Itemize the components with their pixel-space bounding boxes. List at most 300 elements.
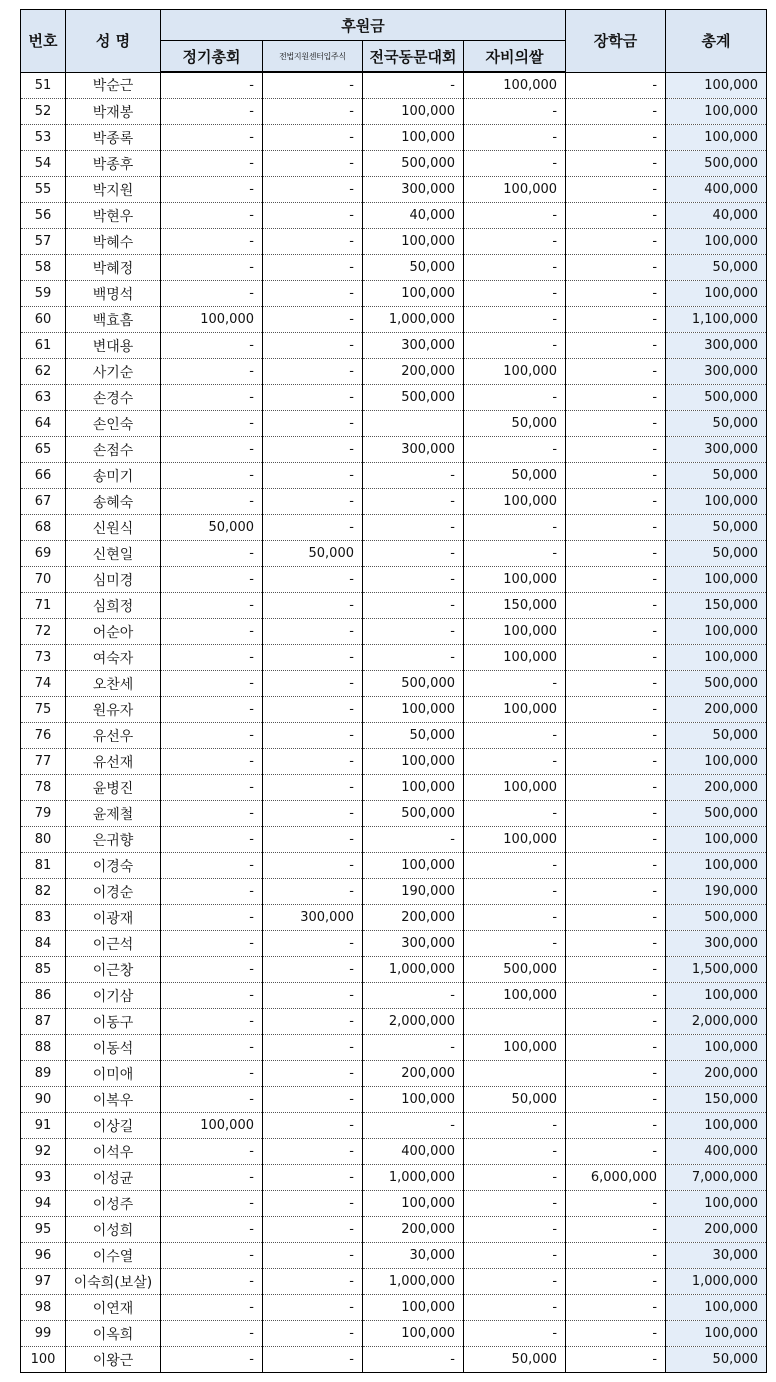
cell-name: 박혜수 — [66, 229, 161, 255]
cell-total: 1,000,000 — [666, 1269, 767, 1295]
cell-dharma-center-opening: - — [263, 879, 363, 905]
table-row — [21, 879, 767, 905]
cell-dharma-center-opening: - — [263, 489, 363, 515]
cell-general-meeting: - — [161, 931, 263, 957]
cell-no: 92 — [21, 1139, 66, 1165]
cell-national-alumni-meeting: 100,000 — [363, 1191, 464, 1217]
cell-total: 150,000 — [666, 593, 767, 619]
cell-scholarship: - — [566, 1139, 666, 1165]
cell-total: 7,000,000 — [666, 1165, 767, 1191]
cell-scholarship: - — [566, 177, 666, 203]
cell-no: 81 — [21, 853, 66, 879]
cell-dharma-center-opening: - — [263, 203, 363, 229]
cell-name: 이상길 — [66, 1113, 161, 1139]
cell-dharma-center-opening: - — [263, 1165, 363, 1191]
cell-scholarship: - — [566, 879, 666, 905]
cell-name: 이왕근 — [66, 1347, 161, 1373]
cell-general-meeting: - — [161, 1217, 263, 1243]
cell-national-alumni-meeting: 1,000,000 — [363, 957, 464, 983]
cell-total: 400,000 — [666, 1139, 767, 1165]
cell-national-alumni-meeting: 100,000 — [363, 749, 464, 775]
cell-national-alumni-meeting: 100,000 — [363, 775, 464, 801]
cell-dharma-center-opening: - — [263, 1321, 363, 1347]
cell-general-meeting: - — [161, 775, 263, 801]
cell-scholarship: - — [566, 541, 666, 567]
cell-scholarship: - — [566, 619, 666, 645]
header-total: 총계 — [666, 10, 767, 73]
cell-total: 50,000 — [666, 541, 767, 567]
cell-mercy-rice: 100,000 — [464, 72, 566, 99]
cell-mercy-rice: 50,000 — [464, 1087, 566, 1113]
cell-scholarship: - — [566, 697, 666, 723]
cell-total: 400,000 — [666, 177, 767, 203]
cell-no: 82 — [21, 879, 66, 905]
cell-general-meeting: - — [161, 1243, 263, 1269]
cell-national-alumni-meeting: - — [363, 1347, 464, 1373]
cell-total: 500,000 — [666, 671, 767, 697]
cell-no: 68 — [21, 515, 66, 541]
cell-general-meeting: - — [161, 1191, 263, 1217]
cell-total: 30,000 — [666, 1243, 767, 1269]
cell-name: 손경수 — [66, 385, 161, 411]
cell-national-alumni-meeting: 200,000 — [363, 1217, 464, 1243]
header-sponsorship-group: 후원금 — [161, 10, 566, 41]
cell-name: 박지원 — [66, 177, 161, 203]
cell-mercy-rice: - — [464, 229, 566, 255]
cell-name: 손점수 — [66, 437, 161, 463]
cell-general-meeting: - — [161, 489, 263, 515]
cell-name: 박현우 — [66, 203, 161, 229]
table-row — [21, 1009, 767, 1035]
table-row — [21, 853, 767, 879]
cell-mercy-rice: 50,000 — [464, 463, 566, 489]
cell-general-meeting: - — [161, 593, 263, 619]
cell-name: 사기순 — [66, 359, 161, 385]
header-mercy-rice: 자비의쌀 — [464, 41, 566, 73]
cell-national-alumni-meeting: 100,000 — [363, 281, 464, 307]
cell-mercy-rice: 100,000 — [464, 697, 566, 723]
cell-general-meeting: - — [161, 1035, 263, 1061]
cell-dharma-center-opening: - — [263, 72, 363, 99]
cell-scholarship: - — [566, 229, 666, 255]
cell-no: 67 — [21, 489, 66, 515]
cell-name: 이성주 — [66, 1191, 161, 1217]
table-row — [21, 1139, 767, 1165]
cell-scholarship: - — [566, 1061, 666, 1087]
table-row — [21, 1035, 767, 1061]
cell-general-meeting: - — [161, 359, 263, 385]
cell-scholarship: - — [566, 1217, 666, 1243]
cell-scholarship: - — [566, 385, 666, 411]
cell-mercy-rice: - — [464, 879, 566, 905]
cell-national-alumni-meeting: 50,000 — [363, 255, 464, 281]
cell-name: 백명석 — [66, 281, 161, 307]
cell-scholarship: - — [566, 359, 666, 385]
cell-scholarship: - — [566, 307, 666, 333]
cell-national-alumni-meeting: - — [363, 567, 464, 593]
cell-general-meeting: - — [161, 229, 263, 255]
cell-dharma-center-opening: - — [263, 1113, 363, 1139]
cell-name: 윤제철 — [66, 801, 161, 827]
cell-national-alumni-meeting: 100,000 — [363, 229, 464, 255]
cell-national-alumni-meeting: - — [363, 541, 464, 567]
cell-general-meeting: - — [161, 749, 263, 775]
cell-general-meeting: - — [161, 203, 263, 229]
cell-scholarship: - — [566, 99, 666, 125]
cell-no: 60 — [21, 307, 66, 333]
cell-mercy-rice: - — [464, 671, 566, 697]
header-no: 번호 — [21, 10, 66, 73]
cell-total: 500,000 — [666, 385, 767, 411]
cell-scholarship: - — [566, 72, 666, 99]
cell-national-alumni-meeting — [363, 411, 464, 437]
cell-general-meeting: - — [161, 671, 263, 697]
cell-total: 100,000 — [666, 99, 767, 125]
cell-general-meeting: - — [161, 1321, 263, 1347]
table-row — [21, 359, 767, 385]
cell-no: 86 — [21, 983, 66, 1009]
cell-general-meeting: - — [161, 801, 263, 827]
cell-mercy-rice: - — [464, 1295, 566, 1321]
cell-scholarship: - — [566, 281, 666, 307]
cell-national-alumni-meeting: 100,000 — [363, 99, 464, 125]
cell-dharma-center-opening: - — [263, 931, 363, 957]
cell-mercy-rice: 100,000 — [464, 619, 566, 645]
cell-dharma-center-opening: - — [263, 723, 363, 749]
cell-total: 100,000 — [666, 1295, 767, 1321]
cell-scholarship: - — [566, 801, 666, 827]
cell-dharma-center-opening: - — [263, 255, 363, 281]
cell-name: 윤병진 — [66, 775, 161, 801]
cell-no: 80 — [21, 827, 66, 853]
table-row — [21, 72, 767, 99]
table-row — [21, 1061, 767, 1087]
cell-no: 85 — [21, 957, 66, 983]
cell-general-meeting: - — [161, 99, 263, 125]
cell-national-alumni-meeting: 300,000 — [363, 177, 464, 203]
table-row — [21, 203, 767, 229]
cell-total: 500,000 — [666, 905, 767, 931]
cell-scholarship: - — [566, 827, 666, 853]
cell-dharma-center-opening: - — [263, 1217, 363, 1243]
cell-total: 100,000 — [666, 229, 767, 255]
header-dharma-center-opening: 전법지원센터입주식 — [263, 41, 363, 73]
cell-total: 100,000 — [666, 1191, 767, 1217]
header-national-alumni-meeting: 전국동문대회 — [363, 41, 464, 73]
cell-national-alumni-meeting: 1,000,000 — [363, 1165, 464, 1191]
cell-general-meeting: 50,000 — [161, 515, 263, 541]
cell-mercy-rice: 100,000 — [464, 827, 566, 853]
cell-dharma-center-opening: - — [263, 957, 363, 983]
cell-dharma-center-opening: - — [263, 593, 363, 619]
cell-dharma-center-opening: - — [263, 1035, 363, 1061]
cell-total: 50,000 — [666, 463, 767, 489]
cell-name: 이광재 — [66, 905, 161, 931]
cell-name: 이미애 — [66, 1061, 161, 1087]
cell-national-alumni-meeting: - — [363, 619, 464, 645]
cell-dharma-center-opening: - — [263, 151, 363, 177]
cell-no: 56 — [21, 203, 66, 229]
cell-name: 송혜숙 — [66, 489, 161, 515]
cell-dharma-center-opening: - — [263, 853, 363, 879]
cell-name: 손인숙 — [66, 411, 161, 437]
cell-mercy-rice: - — [464, 1165, 566, 1191]
cell-dharma-center-opening: - — [263, 983, 363, 1009]
cell-general-meeting: - — [161, 983, 263, 1009]
cell-no: 77 — [21, 749, 66, 775]
cell-name: 송미기 — [66, 463, 161, 489]
table-row — [21, 333, 767, 359]
cell-name: 유선우 — [66, 723, 161, 749]
cell-total: 100,000 — [666, 853, 767, 879]
cell-general-meeting: - — [161, 385, 263, 411]
table-row — [21, 281, 767, 307]
cell-mercy-rice: - — [464, 801, 566, 827]
cell-scholarship: - — [566, 749, 666, 775]
cell-scholarship: - — [566, 1035, 666, 1061]
cell-mercy-rice: - — [464, 281, 566, 307]
table-row — [21, 1165, 767, 1191]
cell-scholarship: - — [566, 125, 666, 151]
table-row — [21, 775, 767, 801]
cell-total: 100,000 — [666, 1321, 767, 1347]
cell-mercy-rice: - — [464, 1113, 566, 1139]
header-name: 성 명 — [66, 10, 161, 73]
cell-mercy-rice: 100,000 — [464, 567, 566, 593]
cell-name: 여숙자 — [66, 645, 161, 671]
cell-national-alumni-meeting: - — [363, 515, 464, 541]
cell-dharma-center-opening: - — [263, 645, 363, 671]
table-row — [21, 515, 767, 541]
cell-dharma-center-opening: - — [263, 801, 363, 827]
cell-general-meeting: - — [161, 619, 263, 645]
cell-national-alumni-meeting: - — [363, 463, 464, 489]
table-row — [21, 307, 767, 333]
cell-mercy-rice: - — [464, 515, 566, 541]
cell-total: 100,000 — [666, 619, 767, 645]
cell-no: 54 — [21, 151, 66, 177]
cell-total: 200,000 — [666, 1061, 767, 1087]
cell-general-meeting: - — [161, 281, 263, 307]
cell-no: 88 — [21, 1035, 66, 1061]
cell-dharma-center-opening: - — [263, 411, 363, 437]
cell-general-meeting: - — [161, 853, 263, 879]
cell-no: 79 — [21, 801, 66, 827]
cell-no: 73 — [21, 645, 66, 671]
cell-general-meeting: - — [161, 1087, 263, 1113]
cell-general-meeting: - — [161, 1295, 263, 1321]
cell-mercy-rice: - — [464, 1217, 566, 1243]
cell-mercy-rice: - — [464, 905, 566, 931]
table-row — [21, 1113, 767, 1139]
cell-total: 500,000 — [666, 151, 767, 177]
table-header — [21, 10, 767, 73]
cell-scholarship: - — [566, 723, 666, 749]
cell-national-alumni-meeting: - — [363, 1035, 464, 1061]
cell-dharma-center-opening: - — [263, 307, 363, 333]
cell-scholarship: - — [566, 1269, 666, 1295]
cell-scholarship: - — [566, 1191, 666, 1217]
table-row — [21, 567, 767, 593]
cell-mercy-rice: - — [464, 749, 566, 775]
cell-mercy-rice: 50,000 — [464, 411, 566, 437]
table-row — [21, 125, 767, 151]
table-row — [21, 749, 767, 775]
cell-mercy-rice: 100,000 — [464, 489, 566, 515]
cell-dharma-center-opening: - — [263, 281, 363, 307]
cell-dharma-center-opening: - — [263, 567, 363, 593]
cell-mercy-rice — [464, 1061, 566, 1087]
cell-national-alumni-meeting: - — [363, 593, 464, 619]
cell-total: 100,000 — [666, 567, 767, 593]
cell-mercy-rice: 50,000 — [464, 1347, 566, 1373]
cell-total: 500,000 — [666, 801, 767, 827]
cell-mercy-rice: - — [464, 723, 566, 749]
cell-name: 이수열 — [66, 1243, 161, 1269]
cell-total: 50,000 — [666, 515, 767, 541]
cell-no: 94 — [21, 1191, 66, 1217]
cell-no: 78 — [21, 775, 66, 801]
cell-no: 91 — [21, 1113, 66, 1139]
cell-scholarship: - — [566, 645, 666, 671]
cell-dharma-center-opening: - — [263, 99, 363, 125]
cell-total: 100,000 — [666, 827, 767, 853]
cell-dharma-center-opening: - — [263, 1087, 363, 1113]
cell-mercy-rice: - — [464, 1191, 566, 1217]
cell-national-alumni-meeting: - — [363, 827, 464, 853]
cell-dharma-center-opening: 50,000 — [263, 541, 363, 567]
cell-no: 52 — [21, 99, 66, 125]
cell-general-meeting: - — [161, 463, 263, 489]
cell-name: 신원식 — [66, 515, 161, 541]
cell-total: 100,000 — [666, 983, 767, 1009]
cell-name: 이동구 — [66, 1009, 161, 1035]
cell-scholarship: - — [566, 1295, 666, 1321]
cell-no: 76 — [21, 723, 66, 749]
table-row — [21, 1191, 767, 1217]
cell-no: 63 — [21, 385, 66, 411]
cell-name: 유선재 — [66, 749, 161, 775]
cell-scholarship: 6,000,000 — [566, 1165, 666, 1191]
cell-total: 50,000 — [666, 411, 767, 437]
cell-name: 심희정 — [66, 593, 161, 619]
cell-dharma-center-opening: - — [263, 1139, 363, 1165]
cell-no: 51 — [21, 72, 66, 99]
cell-mercy-rice: - — [464, 1269, 566, 1295]
table-row — [21, 1347, 767, 1373]
cell-mercy-rice: 100,000 — [464, 177, 566, 203]
cell-dharma-center-opening: - — [263, 749, 363, 775]
table-row — [21, 593, 767, 619]
cell-scholarship: - — [566, 203, 666, 229]
cell-total: 190,000 — [666, 879, 767, 905]
cell-name: 이숙희(보살) — [66, 1269, 161, 1295]
cell-name: 원유자 — [66, 697, 161, 723]
cell-mercy-rice: - — [464, 853, 566, 879]
cell-mercy-rice: - — [464, 125, 566, 151]
cell-general-meeting: - — [161, 255, 263, 281]
table-row — [21, 489, 767, 515]
cell-name: 박재봉 — [66, 99, 161, 125]
cell-total: 50,000 — [666, 255, 767, 281]
cell-mercy-rice: - — [464, 1243, 566, 1269]
cell-dharma-center-opening: - — [263, 463, 363, 489]
cell-scholarship: - — [566, 255, 666, 281]
table-body — [21, 72, 767, 1373]
table-row — [21, 437, 767, 463]
cell-general-meeting: - — [161, 177, 263, 203]
cell-total: 300,000 — [666, 931, 767, 957]
cell-general-meeting: - — [161, 879, 263, 905]
cell-total: 100,000 — [666, 1035, 767, 1061]
cell-general-meeting: - — [161, 723, 263, 749]
cell-national-alumni-meeting: 30,000 — [363, 1243, 464, 1269]
cell-total: 200,000 — [666, 1217, 767, 1243]
cell-general-meeting: - — [161, 1165, 263, 1191]
cell-national-alumni-meeting: 200,000 — [363, 359, 464, 385]
cell-general-meeting: - — [161, 827, 263, 853]
cell-no: 93 — [21, 1165, 66, 1191]
cell-general-meeting: - — [161, 151, 263, 177]
cell-no: 62 — [21, 359, 66, 385]
cell-no: 83 — [21, 905, 66, 931]
table-row — [21, 671, 767, 697]
cell-no: 99 — [21, 1321, 66, 1347]
cell-name: 박순근 — [66, 72, 161, 99]
table-row — [21, 619, 767, 645]
cell-no: 55 — [21, 177, 66, 203]
cell-scholarship: - — [566, 489, 666, 515]
cell-name: 이경순 — [66, 879, 161, 905]
cell-national-alumni-meeting: - — [363, 1113, 464, 1139]
cell-dharma-center-opening: - — [263, 775, 363, 801]
cell-dharma-center-opening: - — [263, 359, 363, 385]
cell-name: 이옥희 — [66, 1321, 161, 1347]
cell-scholarship: - — [566, 1321, 666, 1347]
cell-no: 87 — [21, 1009, 66, 1035]
cell-scholarship: - — [566, 437, 666, 463]
cell-name: 백효흠 — [66, 307, 161, 333]
header-general-meeting: 정기총회 — [161, 41, 263, 73]
table-row — [21, 905, 767, 931]
cell-scholarship: - — [566, 593, 666, 619]
cell-mercy-rice: 100,000 — [464, 645, 566, 671]
cell-total: 100,000 — [666, 72, 767, 99]
table-row — [21, 411, 767, 437]
cell-total: 150,000 — [666, 1087, 767, 1113]
cell-scholarship: - — [566, 463, 666, 489]
cell-general-meeting: - — [161, 1139, 263, 1165]
table-row — [21, 151, 767, 177]
cell-mercy-rice: 150,000 — [464, 593, 566, 619]
table-row — [21, 1269, 767, 1295]
cell-dharma-center-opening: - — [263, 333, 363, 359]
cell-no: 72 — [21, 619, 66, 645]
cell-scholarship: - — [566, 775, 666, 801]
table-row — [21, 983, 767, 1009]
cell-total: 100,000 — [666, 489, 767, 515]
table-row — [21, 957, 767, 983]
cell-no: 89 — [21, 1061, 66, 1087]
cell-total: 50,000 — [666, 723, 767, 749]
cell-dharma-center-opening: - — [263, 697, 363, 723]
cell-name: 이동석 — [66, 1035, 161, 1061]
cell-no: 59 — [21, 281, 66, 307]
cell-mercy-rice: - — [464, 151, 566, 177]
cell-dharma-center-opening: - — [263, 1347, 363, 1373]
cell-no: 95 — [21, 1217, 66, 1243]
cell-national-alumni-meeting: 100,000 — [363, 1087, 464, 1113]
